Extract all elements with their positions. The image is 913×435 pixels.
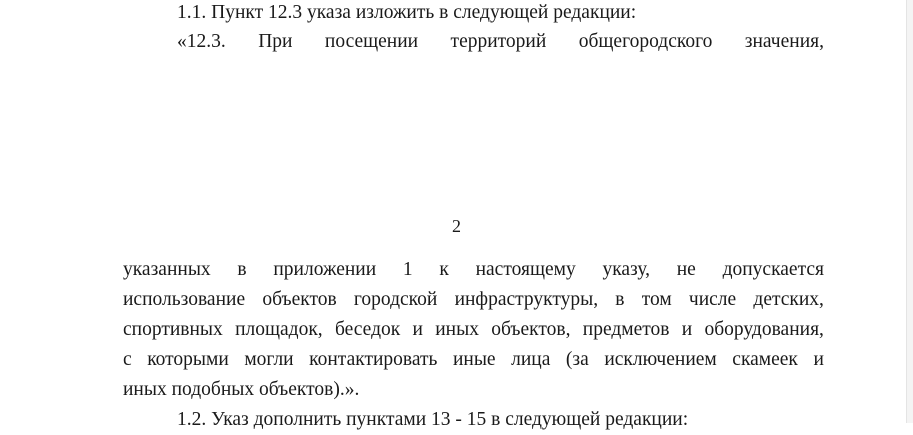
- word: беседок: [334, 319, 401, 340]
- word: скамеек: [732, 349, 798, 370]
- word: и: [412, 319, 423, 340]
- paragraph-line: [123, 285, 824, 315]
- paragraph-line: [123, 315, 824, 345]
- word: площадок,: [235, 319, 323, 340]
- word: которыми: [147, 349, 229, 370]
- page-number: 2: [452, 216, 461, 236]
- word: лица: [511, 349, 551, 370]
- word: с: [123, 349, 132, 370]
- word: контактировать: [309, 349, 438, 370]
- word: и: [681, 319, 693, 340]
- word: При: [258, 31, 293, 52]
- word: числе: [688, 289, 737, 310]
- word: детских,: [753, 289, 824, 310]
- word: приложении: [273, 259, 377, 280]
- word: указанных: [123, 259, 211, 280]
- word: спортивных: [123, 319, 223, 340]
- word: иных: [435, 319, 479, 340]
- word: оборудования,: [704, 319, 824, 340]
- word: (за: [565, 349, 589, 370]
- paragraph-line: иных подобных объектов).».: [123, 379, 360, 400]
- word: в: [237, 259, 247, 280]
- word: общегородского: [578, 31, 713, 52]
- word: объектов,: [491, 319, 571, 340]
- word: использование: [123, 289, 246, 310]
- word: территорий: [450, 31, 547, 52]
- word: «12.3.: [177, 31, 226, 52]
- word: городской: [353, 289, 438, 310]
- word: иные: [452, 349, 496, 370]
- paragraph-line: [123, 255, 824, 285]
- paragraph-line: [123, 345, 824, 375]
- scrollbar[interactable]: [906, 0, 913, 423]
- word: том: [641, 289, 672, 310]
- word: не: [676, 259, 696, 280]
- paragraph-line: [177, 27, 824, 57]
- word: 1: [402, 259, 413, 280]
- word: инфраструктуры,: [454, 289, 599, 310]
- word: объектов: [262, 289, 337, 310]
- word: могли: [244, 349, 294, 370]
- word: указу,: [602, 259, 651, 280]
- word: и: [813, 349, 824, 370]
- word: предметов: [582, 319, 670, 340]
- paragraph-line: 1.1. Пункт 12.3 указа изложить в следующей редакции:: [177, 2, 637, 23]
- word: к: [439, 259, 449, 280]
- paragraph-line: 1.2. Указ дополнить пунктами 13 - 15 в следующей редакции:: [177, 409, 689, 430]
- word: настоящему: [475, 259, 576, 280]
- word: в: [615, 289, 625, 310]
- word: допускается: [722, 259, 824, 280]
- word: исключением: [604, 349, 717, 370]
- word: посещении: [324, 31, 419, 52]
- word: значения,: [744, 31, 824, 52]
